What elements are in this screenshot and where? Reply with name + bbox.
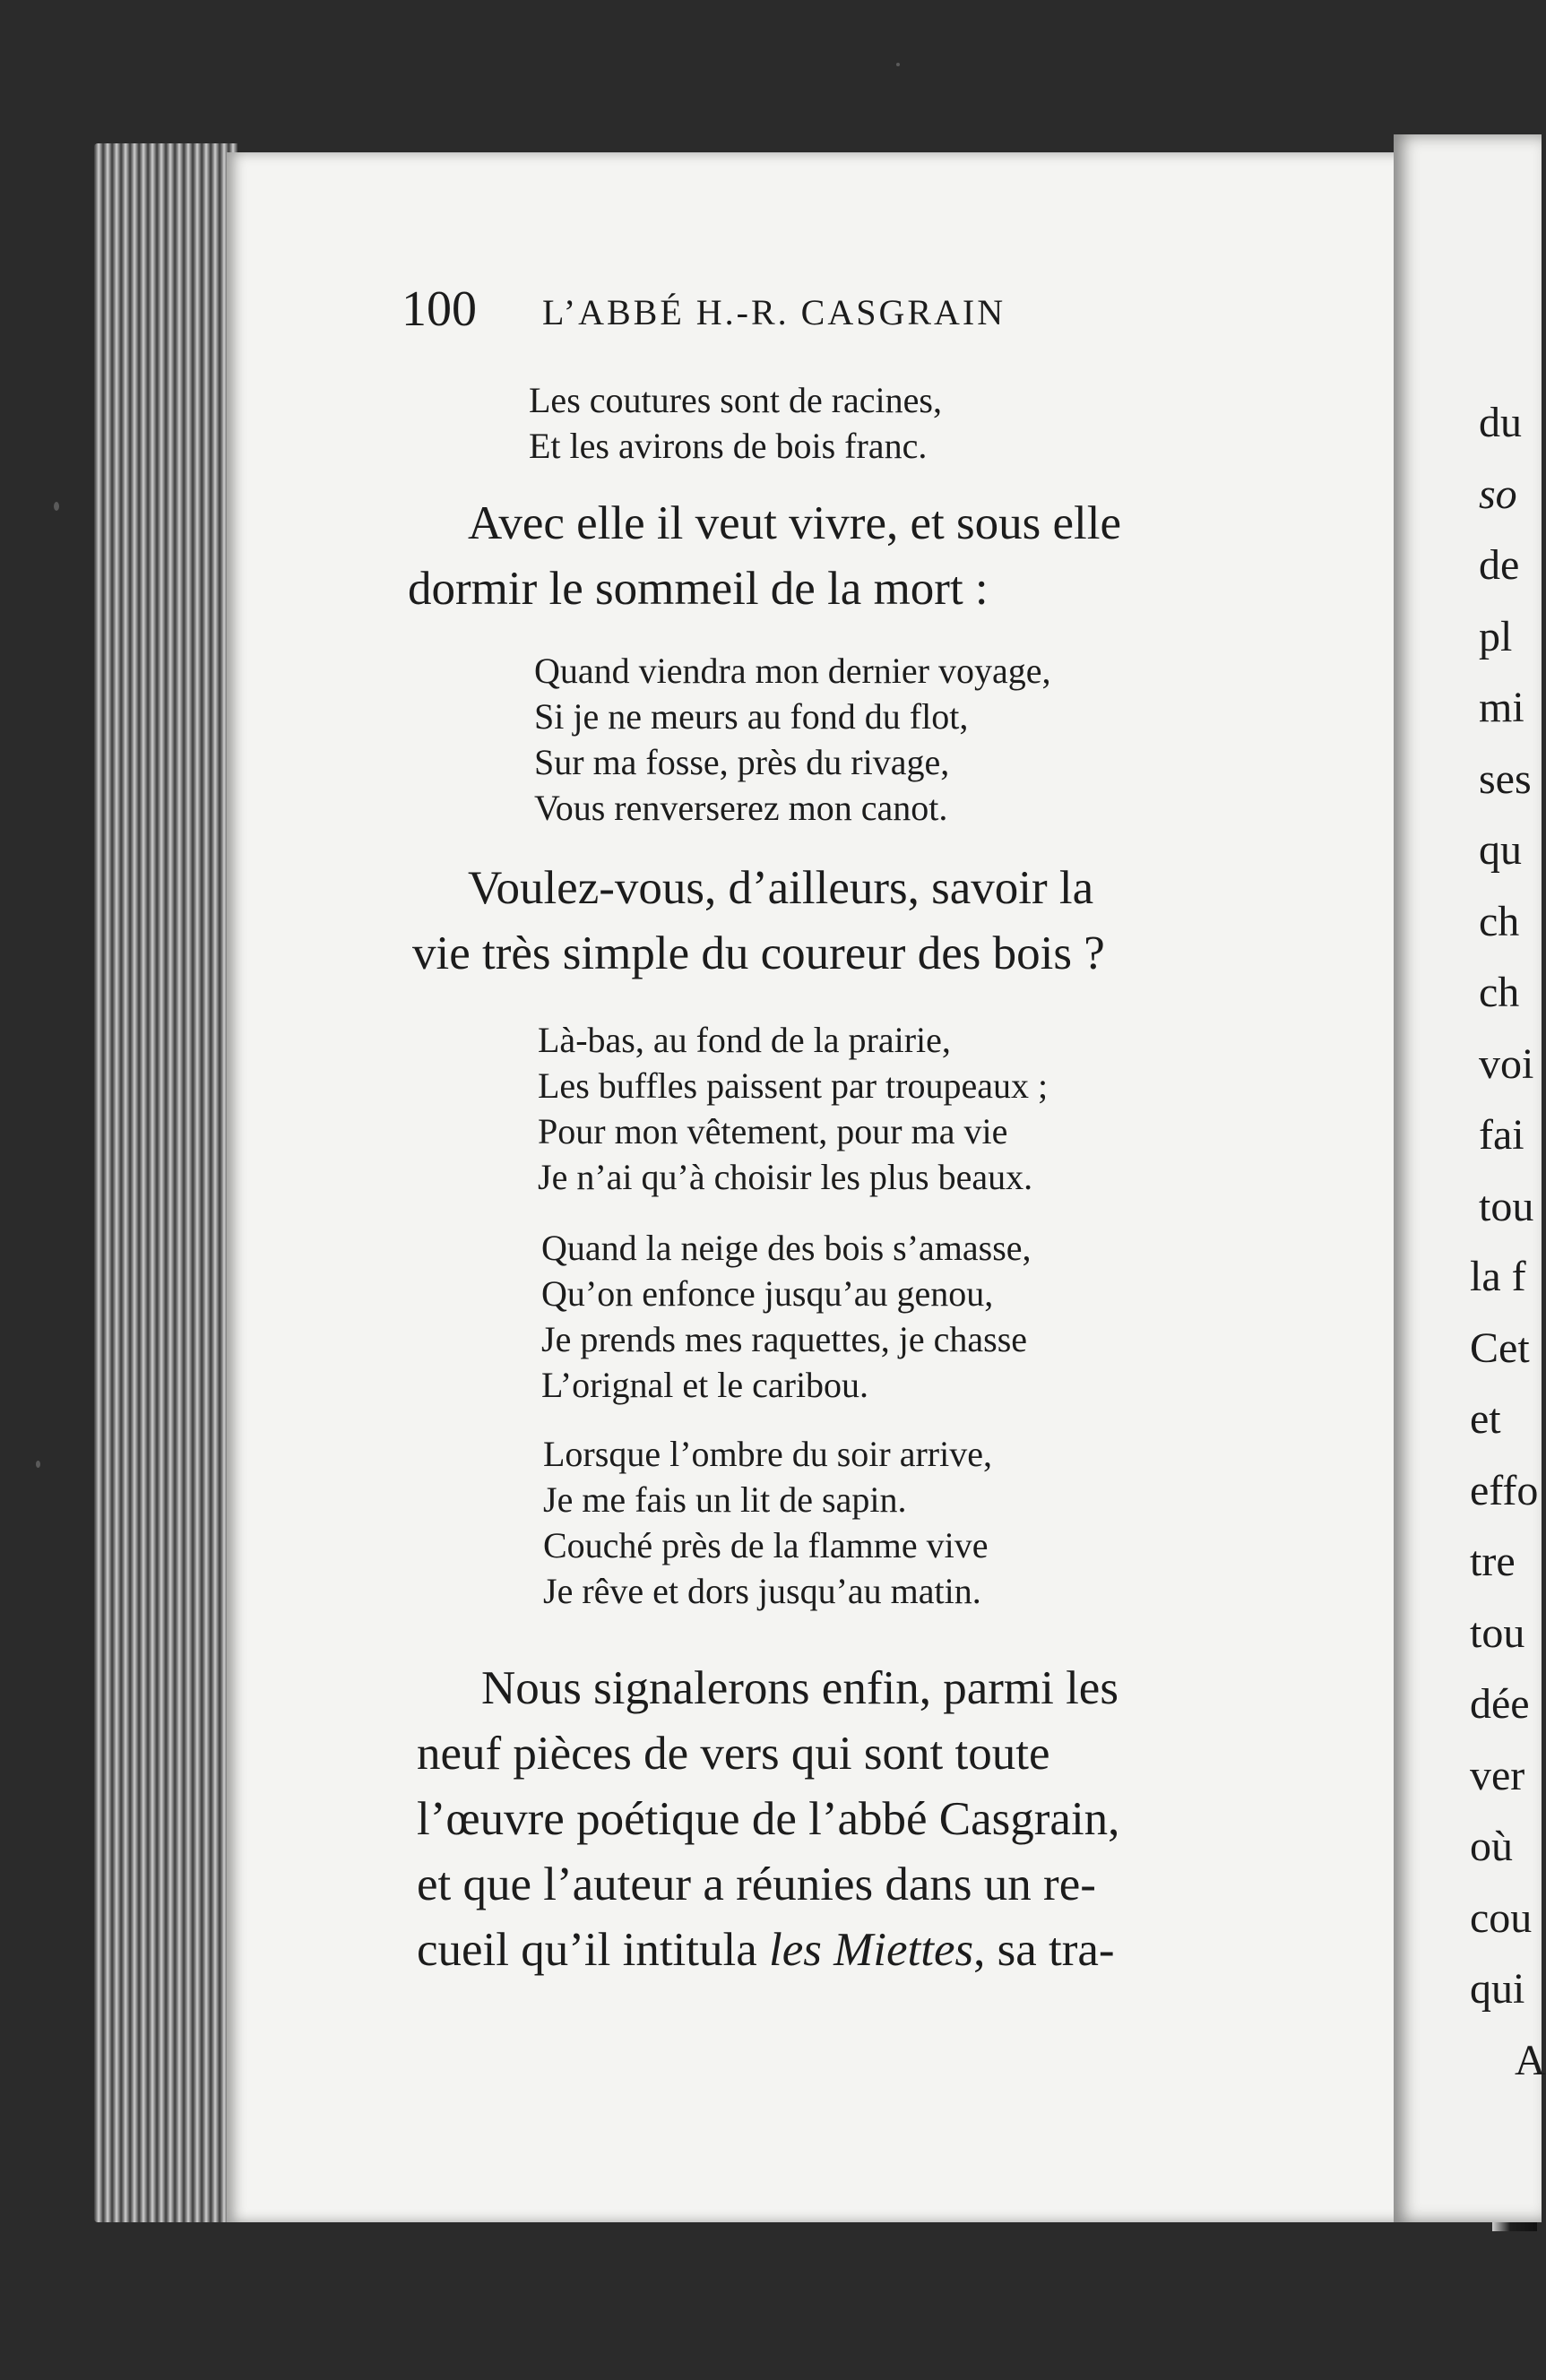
fragment: fai (1479, 1111, 1524, 1159)
prose-line: vie très simple du coureur des bois ? (412, 927, 1105, 979)
fragment: tre (1470, 1538, 1516, 1585)
verse-line: Si je ne meurs au fond du flot, (534, 696, 969, 737)
stanza-1 (529, 377, 942, 469)
right-page-text-2 (1470, 1241, 1546, 2096)
fragment: tou (1479, 1182, 1534, 1230)
verse-line: Les coutures sont de racines, (529, 380, 942, 420)
verse-line: Je me fais un lit de sapin. (543, 1479, 907, 1520)
film-speck (54, 502, 59, 511)
verse-line: Je rêve et dors jusqu’au matin. (543, 1571, 981, 1611)
fragment: ver (1470, 1751, 1525, 1799)
fragment: qu (1479, 826, 1522, 874)
verse-line: Et les avirons de bois franc. (529, 426, 928, 466)
fragment: mi (1479, 684, 1524, 731)
fragment: effo (1470, 1466, 1539, 1514)
prose-line: Nous signalerons enfin, parmi les (481, 1662, 1118, 1714)
verse-line: L’orignal et le caribou. (541, 1365, 869, 1405)
prose-line (417, 1918, 1286, 1983)
right-page-text (1479, 387, 1542, 1242)
fragment: ch (1479, 969, 1520, 1016)
book-title-italic: les Miettes (769, 1924, 974, 1976)
prose-line: neuf pièces de vers qui sont toute (417, 1728, 1050, 1780)
stanza-5 (543, 1431, 992, 1614)
verse-line: Je n’ai qu’à choisir les plus beaux. (538, 1157, 1033, 1197)
prose-line: et que l’auteur a réunies dans un re- (417, 1858, 1096, 1910)
fragment: cou (1470, 1893, 1533, 1942)
verse-line: Là-bas, au fond de la prairie, (538, 1020, 951, 1060)
prose-line: Avec elle il veut vivre, et sous elle (468, 497, 1121, 549)
page-number: 100 (402, 281, 477, 337)
prose-line: l’œuvre poétique de l’abbé Casgrain, (417, 1793, 1120, 1845)
verse-line: Les buffles paissent par troupeaux ; (538, 1065, 1049, 1106)
fragment: tou (1470, 1608, 1525, 1657)
paragraph-3 (417, 1656, 1286, 1983)
fragment: voi (1479, 1039, 1534, 1088)
fragment: ch (1479, 897, 1520, 945)
paragraph-1 (408, 491, 1268, 622)
verse-line: Quand viendra mon dernier voyage, (534, 651, 1051, 691)
prose-fragment: cueil qu’il intitula (417, 1924, 769, 1976)
verse-line: Lorsque l’ombre du soir arrive, (543, 1434, 992, 1474)
fragment: qui (1470, 1965, 1525, 2013)
fragment: de (1479, 541, 1520, 589)
fragment: ses (1479, 755, 1532, 803)
film-speck (36, 1461, 40, 1468)
verse-line: Quand la neige des bois s’amasse, (541, 1228, 1032, 1268)
fragment: du (1479, 399, 1522, 446)
verse-line: Sur ma fosse, près du rivage, (534, 742, 950, 782)
fragment: A (1515, 2036, 1546, 2084)
stanza-4 (541, 1225, 1032, 1408)
paragraph-2 (412, 856, 1273, 987)
running-title: L’ABBÉ H.-R. CASGRAIN (542, 292, 1006, 332)
stanza-2 (534, 648, 1050, 831)
film-speck (896, 63, 900, 66)
fragment: pl (1479, 612, 1513, 660)
verse-line: Qu’on enfonce jusqu’au genou, (541, 1273, 994, 1314)
verse-line: Pour mon vêtement, pour ma vie (538, 1111, 1008, 1151)
fragment: Cet (1470, 1324, 1530, 1372)
fragment: dée (1470, 1680, 1530, 1728)
fragment: la f (1470, 1253, 1526, 1300)
prose-line: dormir le sommeil de la mort : (408, 563, 989, 615)
verse-line: Je prends mes raquettes, je chasse (541, 1319, 1028, 1359)
verse-line: Vous renverserez mon canot. (534, 788, 948, 828)
fragment: so (1479, 470, 1517, 518)
page-edges (94, 143, 238, 2222)
prose-line: Voulez-vous, d’ailleurs, savoir la (468, 862, 1094, 914)
fragment: et (1470, 1395, 1501, 1443)
fragment: où (1470, 1823, 1513, 1870)
prose-fragment: , sa tra- (973, 1924, 1115, 1976)
stanza-3 (538, 1017, 1048, 1200)
verse-line: Couché près de la flamme vive (543, 1525, 989, 1565)
